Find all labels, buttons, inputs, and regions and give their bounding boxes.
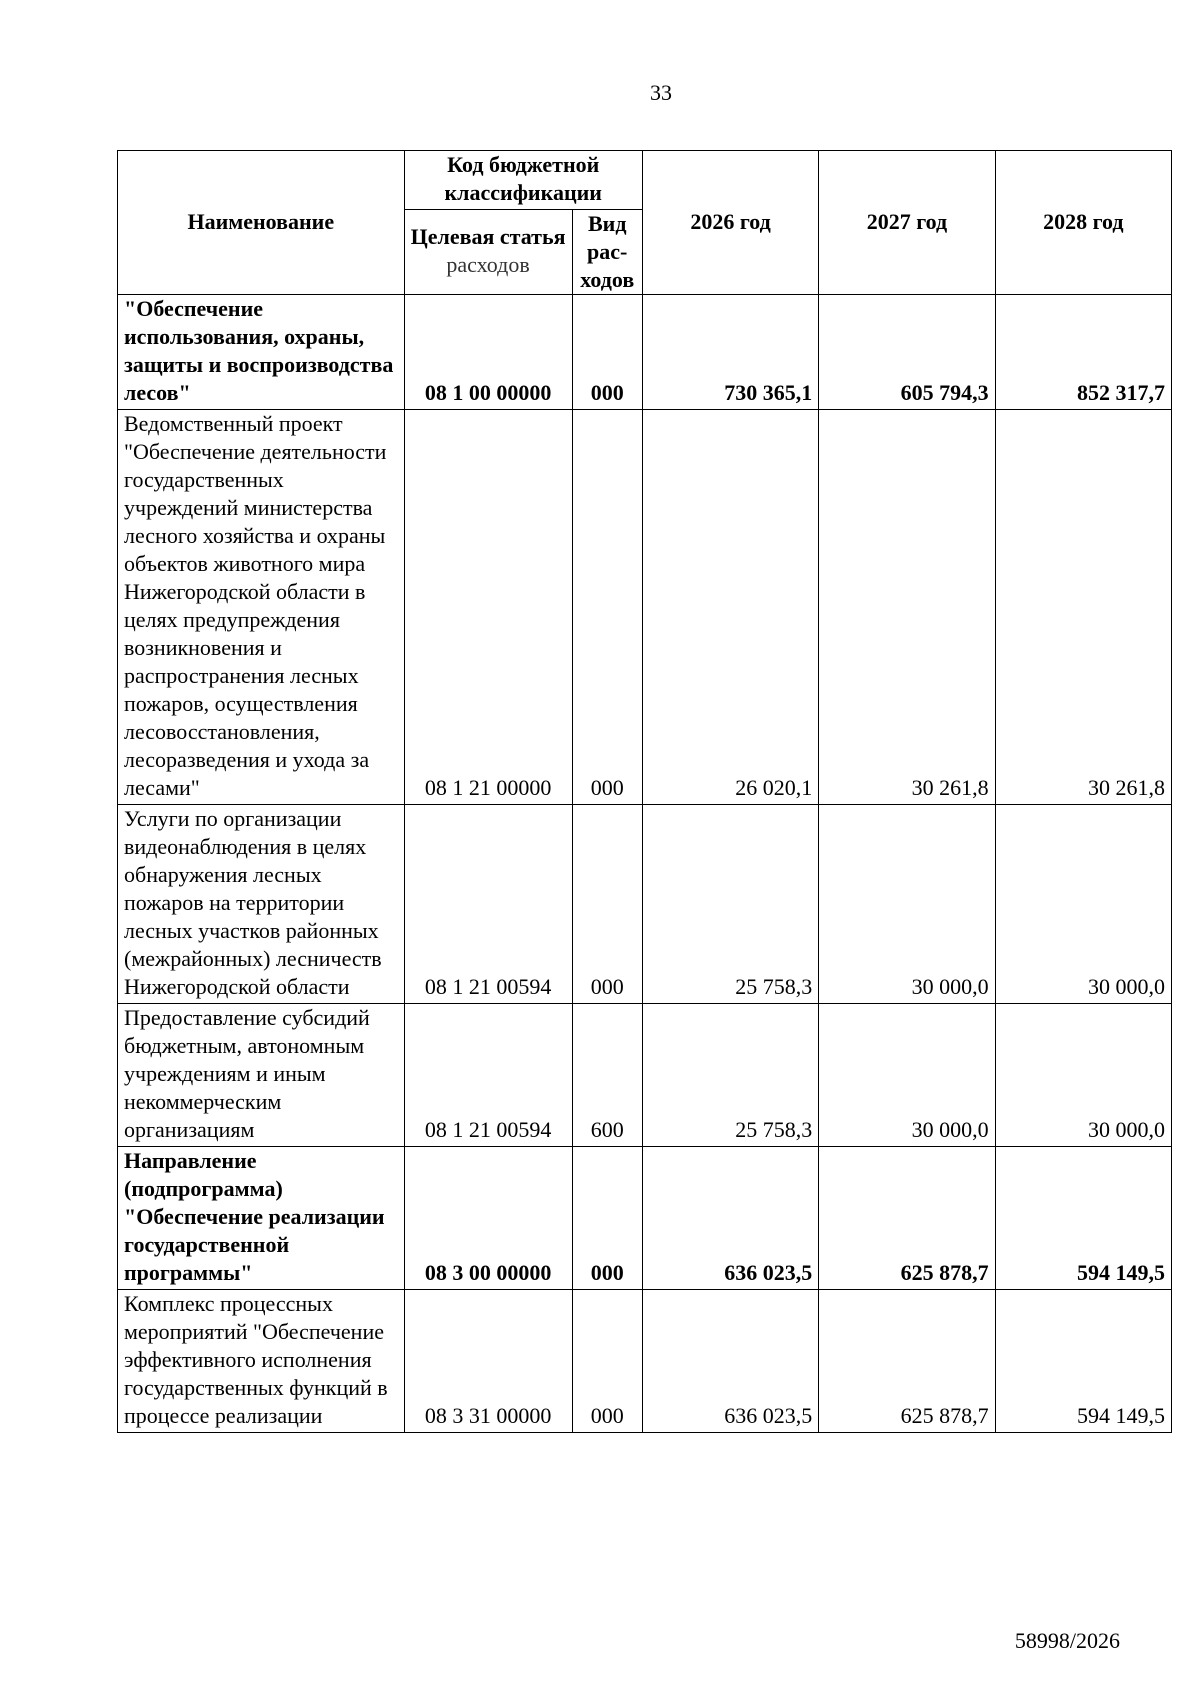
- row-2026: 730 365,1: [642, 295, 818, 410]
- row-type: 000: [572, 1147, 642, 1290]
- row-name: Направление (подпрограмма) "Обеспечение реализации государственной программы": [118, 1147, 405, 1290]
- document-number: 58998/2026: [1014, 1628, 1120, 1653]
- row-name: Ведомственный проект "Обеспечение деятельности государственных учреждений министерства лесного хозяйства и охраны объектов животного мира Нижегородской области в целях предупреждения возникновения и распространения лесных пожаров, осуществления лесовосстановления, лесоразведения и ухода за лесами": [118, 410, 405, 805]
- header-expense-type: Вид рас-ходов: [572, 210, 642, 295]
- row-2028: 30 000,0: [995, 805, 1171, 1004]
- row-2028: 30 000,0: [995, 1004, 1171, 1147]
- row-code: 08 3 00 00000: [404, 1147, 572, 1290]
- row-2026: 25 758,3: [642, 1004, 818, 1147]
- header-2026: 2026 год: [642, 151, 818, 295]
- header-budget-code: Код бюджетной классификации: [404, 151, 642, 210]
- header-target-article-line2: расходов: [446, 252, 530, 277]
- row-2026: 636 023,5: [642, 1147, 818, 1290]
- row-name: Предоставление субсидий бюджетным, автономным учреждениям и иным некоммерческим организациям: [118, 1004, 405, 1147]
- row-type: 000: [572, 410, 642, 805]
- row-code: 08 1 21 00594: [404, 1004, 572, 1147]
- row-type: 000: [572, 295, 642, 410]
- row-code: 08 3 31 00000: [404, 1290, 572, 1433]
- header-name: Наименование: [118, 151, 405, 295]
- row-code: 08 1 00 00000: [404, 295, 572, 410]
- table-row: [118, 1290, 1172, 1433]
- row-2028: 30 261,8: [995, 410, 1171, 805]
- row-type: 000: [572, 805, 642, 1004]
- table-row: [118, 1004, 1172, 1147]
- row-name: "Обеспечение использования, охраны, защиты и воспроизводства лесов": [118, 295, 405, 410]
- row-2026: 25 758,3: [642, 805, 818, 1004]
- row-2028: 594 149,5: [995, 1290, 1171, 1433]
- header-target-article-line1: Целевая статья: [410, 224, 566, 249]
- header-2028: 2028 год: [995, 151, 1171, 295]
- header-target-article: [404, 210, 572, 295]
- row-2027: 30 261,8: [819, 410, 995, 805]
- table-row: [118, 410, 1172, 805]
- table-row: [118, 295, 1172, 410]
- budget-table: [117, 150, 1172, 1433]
- table-row: [118, 805, 1172, 1004]
- row-code: 08 1 21 00000: [404, 410, 572, 805]
- row-name: Услуги по организации видеонаблюдения в целях обнаружения лесных пожаров на территории лесных участков районных (межрайонных) лесничеств Нижегородской области: [118, 805, 405, 1004]
- row-name: Комплекс процессных мероприятий "Обеспечение эффективного исполнения государственных функций в процессе реализации: [118, 1290, 405, 1433]
- page-number: 33: [650, 80, 672, 105]
- row-type: 600: [572, 1004, 642, 1147]
- row-code: 08 1 21 00594: [404, 805, 572, 1004]
- row-type: 000: [572, 1290, 642, 1433]
- row-2027: 625 878,7: [819, 1147, 995, 1290]
- row-2028: 594 149,5: [995, 1147, 1171, 1290]
- row-2027: 625 878,7: [819, 1290, 995, 1433]
- row-2028: 852 317,7: [995, 295, 1171, 410]
- table-row: [118, 1147, 1172, 1290]
- header-2027: 2027 год: [819, 151, 995, 295]
- row-2027: 30 000,0: [819, 1004, 995, 1147]
- row-2027: 605 794,3: [819, 295, 995, 410]
- row-2026: 26 020,1: [642, 410, 818, 805]
- row-2026: 636 023,5: [642, 1290, 818, 1433]
- row-2027: 30 000,0: [819, 805, 995, 1004]
